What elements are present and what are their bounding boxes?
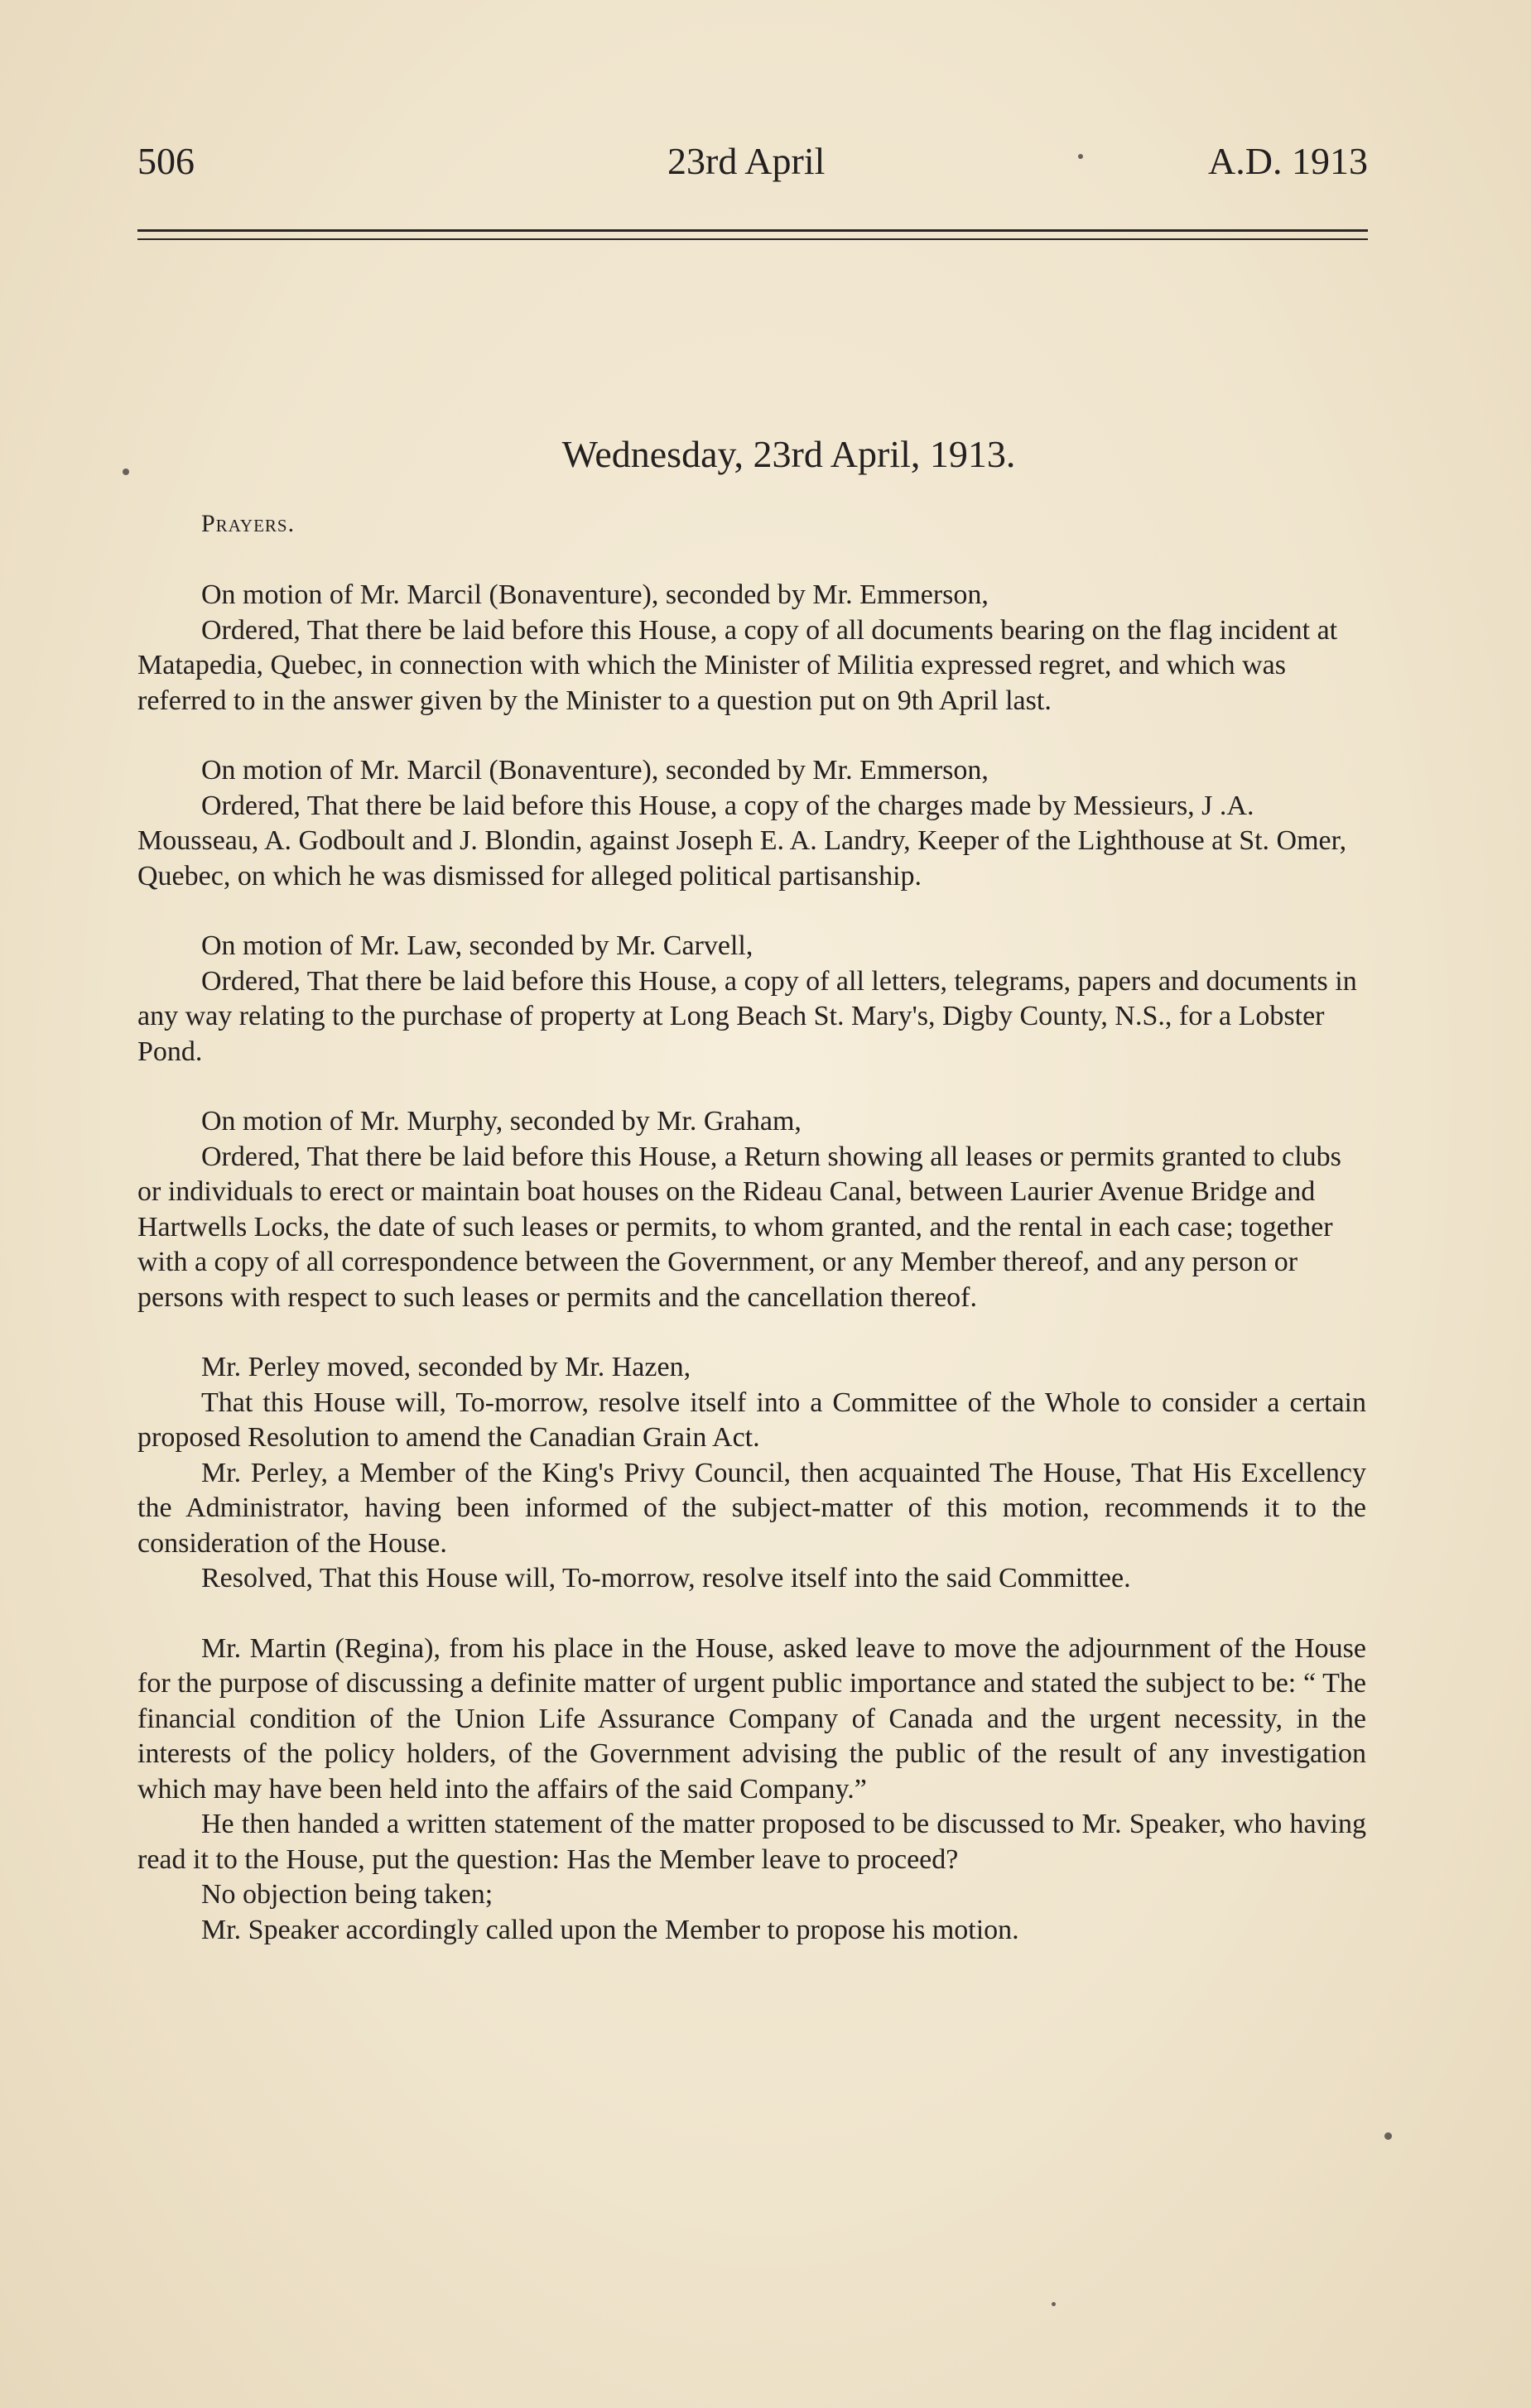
page-number: 506	[137, 140, 195, 182]
paragraph: That this House will, To-morrow, resolve itself into a Committee of the Whole to consider a certain proposed Resolution to amend the Canadian Grain Act.	[137, 1387, 1366, 1453]
paper-speck	[1052, 2302, 1056, 2306]
paragraph: Mr. Martin (Regina), from his place in the House, asked leave to move the adjournment of the House for the purpose of discussing a definite matter of urgent public importance and stated the subject to be: “ The financial condition of the Union Life Assurance Company of Canada and the urgent necessity, in the interests of the policy holders, of the Government advising the public of the result of any investigation which may have been held into the affairs of the said Company.”	[137, 1632, 1366, 1805]
entry-marcil-flag-incident	[137, 578, 1366, 719]
paper-speck	[1078, 154, 1083, 159]
paper-speck	[123, 469, 129, 475]
proceedings-body	[137, 578, 1366, 1983]
paragraph: Ordered, That there be laid before this House, a Return showing all leases or permits granted to clubs or individuals to erect or maintain boat houses on the Rideau Canal, between Laurier Avenue Bridge and Hartwells Locks, the date of such leases or permits, to whom granted, and the rental in each case; together with a copy of all correspondence between the Government, or any Member thereof, and any person or persons with respect to such leases or permits and the cancellation thereof.	[137, 1141, 1341, 1313]
paragraph: Resolved, That this House will, To-morrow, resolve itself into the said Committee.	[201, 1563, 1131, 1593]
header-year: A.D. 1913	[1208, 140, 1368, 182]
prayers-label: Prayers.	[201, 510, 296, 537]
entry-murphy-boat-houses	[137, 1104, 1366, 1315]
paragraph: Ordered, That there be laid before this House, a copy of all letters, telegrams, papers and documents in any way relating to the purchase of property at Long Beach St. Mary's, Digby County, N.S., for a Lobster Pond.	[137, 965, 1357, 1067]
header-rule-bottom	[137, 238, 1368, 240]
entry-martin-adjournment	[137, 1632, 1366, 1949]
paper-speck	[1384, 2132, 1392, 2140]
entry-perley-grain-act	[137, 1350, 1366, 1597]
sitting-date-heading: Wednesday, 23rd April, 1913.	[561, 433, 1016, 475]
paragraph: No objection being taken;	[201, 1879, 493, 1910]
running-header	[137, 139, 1368, 197]
paragraph: He then handed a written statement of the matter proposed to be discussed to Mr. Speaker, who having read it to the House, put the question: Has the Member leave to proceed?	[137, 1809, 1366, 1875]
paragraph: Mr. Perley, a Member of the King's Privy Council, then acquainted The House, That His Excellency the Administrator, having been informed of the subject-matter of this motion, recommends it to the consideration of the House.	[137, 1457, 1366, 1559]
paragraph: Mr. Speaker accordingly called upon the Member to propose his motion.	[201, 1914, 1019, 1945]
entry-marcil-lighthouse	[137, 753, 1366, 894]
paragraph: On motion of Mr. Law, seconded by Mr. Carvell,	[201, 930, 753, 961]
paragraph: Mr. Perley moved, seconded by Mr. Hazen,	[201, 1352, 691, 1382]
entry-law-lobster-pond	[137, 929, 1366, 1069]
header-date: 23rd April	[667, 140, 826, 182]
paragraph: Ordered, That there be laid before this House, a copy of all documents bearing on the flag incident at Matapedia, Quebec, in connection with which the Minister of Militia expressed regret, and which was referred to in the answer given by the Minister to a question put on 9th April last.	[137, 614, 1338, 716]
paragraph: On motion of Mr. Marcil (Bonaventure), seconded by Mr. Emmerson,	[201, 755, 989, 786]
paragraph: On motion of Mr. Murphy, seconded by Mr. Graham,	[201, 1106, 802, 1137]
paragraph: On motion of Mr. Marcil (Bonaventure), seconded by Mr. Emmerson,	[201, 579, 989, 610]
header-rule-top	[137, 229, 1368, 232]
paragraph: Ordered, That there be laid before this House, a copy of the charges made by Messieurs, J .A. Mousseau, A. Godboult and J. Blondin, against Joseph E. A. Landry, Keeper of the Lighthouse at St. Omer, Quebec, on which he was dismissed for alleged political partisanship.	[137, 790, 1347, 892]
